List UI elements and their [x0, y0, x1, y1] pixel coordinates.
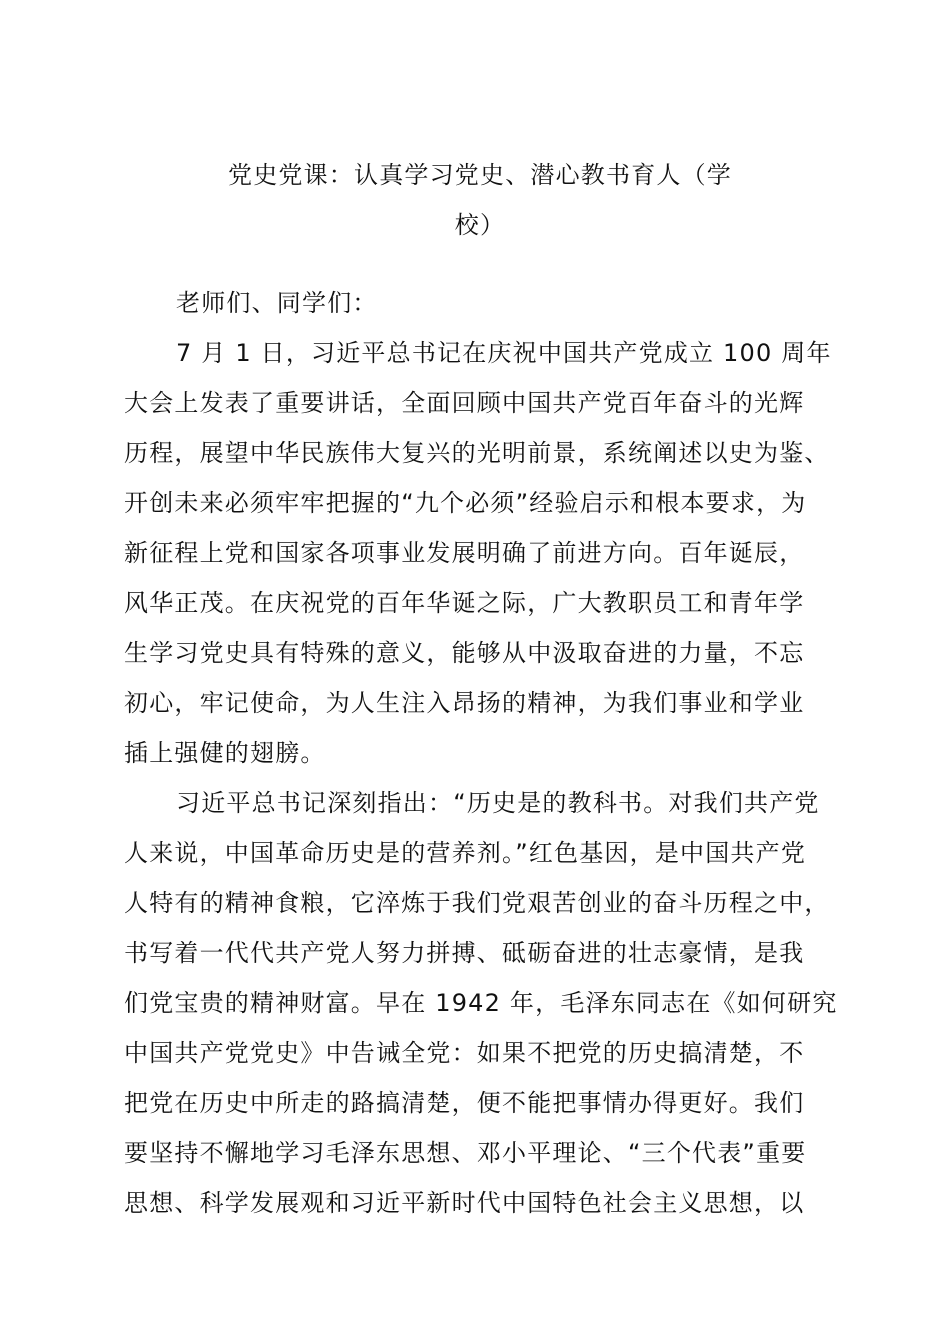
paragraph-1 — [124, 328, 844, 778]
paragraph-line: 风华正茂。在庆祝党的百年华诞之际，广大教职员工和青年学 — [124, 589, 805, 617]
document-body — [124, 278, 844, 1228]
paragraph-line: 新征程上党和国家各项事业发展明确了前进方向。百年诞辰， — [124, 539, 805, 567]
paragraph-2 — [124, 778, 844, 1228]
paragraph-line: 要坚持不懈地学习毛泽东思想、邓小平理论、“三个代表”重要 — [124, 1139, 807, 1167]
title-line: 党史党课：认真学习党史、潜心教书育人（学 — [228, 161, 732, 189]
paragraph-line: 中国共产党党史》中告诫全党：如果不把党的历史搞清楚，不 — [124, 1039, 805, 1067]
paragraph-line: 们党宝贵的精神财富。早在 1942 年，毛泽东同志在《如何研究 — [124, 989, 838, 1017]
paragraph-line: 把党在历史中所走的路搞清楚，便不能把事情办得更好。我们 — [124, 1089, 805, 1117]
paragraph-line: 历程，展望中华民族伟大复兴的光明前景，系统阐述以史为鉴、 — [124, 439, 830, 467]
title-line: 校） — [454, 211, 506, 239]
paragraph-line: 初心，牢记使命，为人生注入昂扬的精神，为我们事业和学业 — [124, 689, 805, 717]
paragraph-line: 插上强健的翅膀。 — [124, 739, 326, 767]
paragraph-line: 大会上发表了重要讲话，全面回顾中国共产党百年奋斗的光辉 — [124, 389, 805, 417]
paragraph-line: 思想、科学发展观和习近平新时代中国特色社会主义思想，以 — [124, 1189, 805, 1217]
paragraph-line: 人来说，中国革命历史是的营养剂。”红色基因，是中国共产党 — [124, 839, 807, 867]
paragraph-line: 书写着一代代共产党人努力拼搏、砥砺奋进的壮志豪情，是我 — [124, 939, 805, 967]
paragraph-line: 7 月 1 日，习近平总书记在庆祝中国共产党成立 100 周年 — [176, 339, 832, 367]
paragraph-line: 生学习党史具有特殊的意义，能够从中汲取奋进的力量，不忘 — [124, 639, 805, 667]
salutation: 老师们、同学们： — [176, 289, 378, 317]
document-title — [120, 150, 840, 250]
paragraph-line: 开创未来必须牢牢把握的“九个必须”经验启示和根本要求，为 — [124, 489, 807, 517]
paragraph-line: 习近平总书记深刻指出：“历史是的教科书。对我们共产党 — [176, 789, 820, 817]
paragraph-line: 人特有的精神食粮，它淬炼于我们党艰苦创业的奋斗历程之中， — [124, 889, 830, 917]
